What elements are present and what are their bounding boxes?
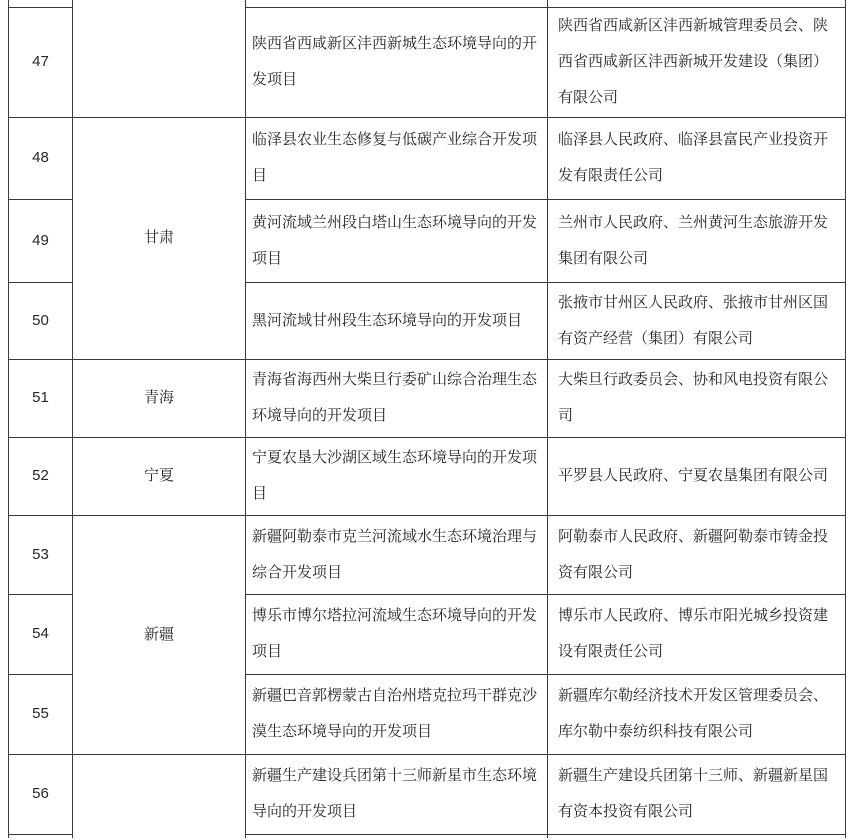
row-number-cell-cut xyxy=(9,0,73,7)
row-number: 53 xyxy=(9,515,73,594)
project-table xyxy=(8,0,846,838)
project-cell-cut xyxy=(246,834,548,838)
row-number: 56 xyxy=(9,754,73,834)
responsible-orgs: 兰州市人民政府、兰州黄河生态旅游开发集团有限公司 xyxy=(548,199,846,282)
project-cell-cut xyxy=(246,0,548,7)
project-name: 新疆巴音郭楞蒙古自治州塔克拉玛干群克沙漠生态环境导向的开发项目 xyxy=(246,674,548,754)
row-number: 51 xyxy=(9,359,73,437)
province-cell-bingtuan-continued xyxy=(73,754,246,838)
project-name: 黄河流域兰州段白塔山生态环境导向的开发项目 xyxy=(246,199,548,282)
table-row-48 xyxy=(9,117,846,199)
table-row-51 xyxy=(9,359,846,437)
table-row-partial-top xyxy=(9,0,846,7)
row-number: 50 xyxy=(9,282,73,359)
responsible-orgs: 博乐市人民政府、博乐市阳光城乡投资建设有限责任公司 xyxy=(548,594,846,674)
project-name: 新疆阿勒泰市克兰河流域水生态环境治理与综合开发项目 xyxy=(246,515,548,594)
province-cell-ningxia: 宁夏 xyxy=(73,437,246,515)
province-cell-qinghai: 青海 xyxy=(73,359,246,437)
responsible-orgs: 张掖市甘州区人民政府、张掖市甘州区国有资产经营（集团）有限公司 xyxy=(548,282,846,359)
project-name: 临泽县农业生态修复与低碳产业综合开发项目 xyxy=(246,117,548,199)
row-number: 47 xyxy=(9,7,73,117)
project-name: 黑河流域甘州段生态环境导向的开发项目 xyxy=(246,282,548,359)
responsible-orgs: 阿勒泰市人民政府、新疆阿勒泰市铸金投资有限公司 xyxy=(548,515,846,594)
province-cell-gansu: 甘肃 xyxy=(73,117,246,359)
table-row-52 xyxy=(9,437,846,515)
table-row-53 xyxy=(9,515,846,594)
project-name: 宁夏农垦大沙湖区域生态环境导向的开发项目 xyxy=(246,437,548,515)
row-number: 48 xyxy=(9,117,73,199)
responsible-orgs: 陕西省西咸新区沣西新城管理委员会、陕西省西咸新区沣西新城开发建设（集团）有限公司 xyxy=(548,7,846,117)
row-number: 54 xyxy=(9,594,73,674)
province-cell-shaanxi-continued xyxy=(73,0,246,117)
project-name: 博乐市博尔塔拉河流域生态环境导向的开发项目 xyxy=(246,594,548,674)
orgs-cell-cut xyxy=(548,0,846,7)
row-number-cell-cut xyxy=(9,834,73,838)
responsible-orgs: 平罗县人民政府、宁夏农垦集团有限公司 xyxy=(548,437,846,515)
row-number: 55 xyxy=(9,674,73,754)
responsible-orgs: 临泽县人民政府、临泽县富民产业投资开发有限责任公司 xyxy=(548,117,846,199)
responsible-orgs: 大柴旦行政委员会、协和风电投资有限公司 xyxy=(548,359,846,437)
row-number: 52 xyxy=(9,437,73,515)
project-name: 陕西省西咸新区沣西新城生态环境导向的开发项目 xyxy=(246,7,548,117)
province-cell-xinjiang: 新疆 xyxy=(73,515,246,754)
project-name: 青海省海西州大柴旦行委矿山综合治理生态环境导向的开发项目 xyxy=(246,359,548,437)
project-name: 新疆生产建设兵团第十三师新星市生态环境导向的开发项目 xyxy=(246,754,548,834)
responsible-orgs: 新疆生产建设兵团第十三师、新疆新星国有资本投资有限公司 xyxy=(548,754,846,834)
row-number: 49 xyxy=(9,199,73,282)
orgs-cell-cut xyxy=(548,834,846,838)
responsible-orgs: 新疆库尔勒经济技术开发区管理委员会、库尔勒中泰纺织科技有限公司 xyxy=(548,674,846,754)
table-row-56 xyxy=(9,754,846,834)
